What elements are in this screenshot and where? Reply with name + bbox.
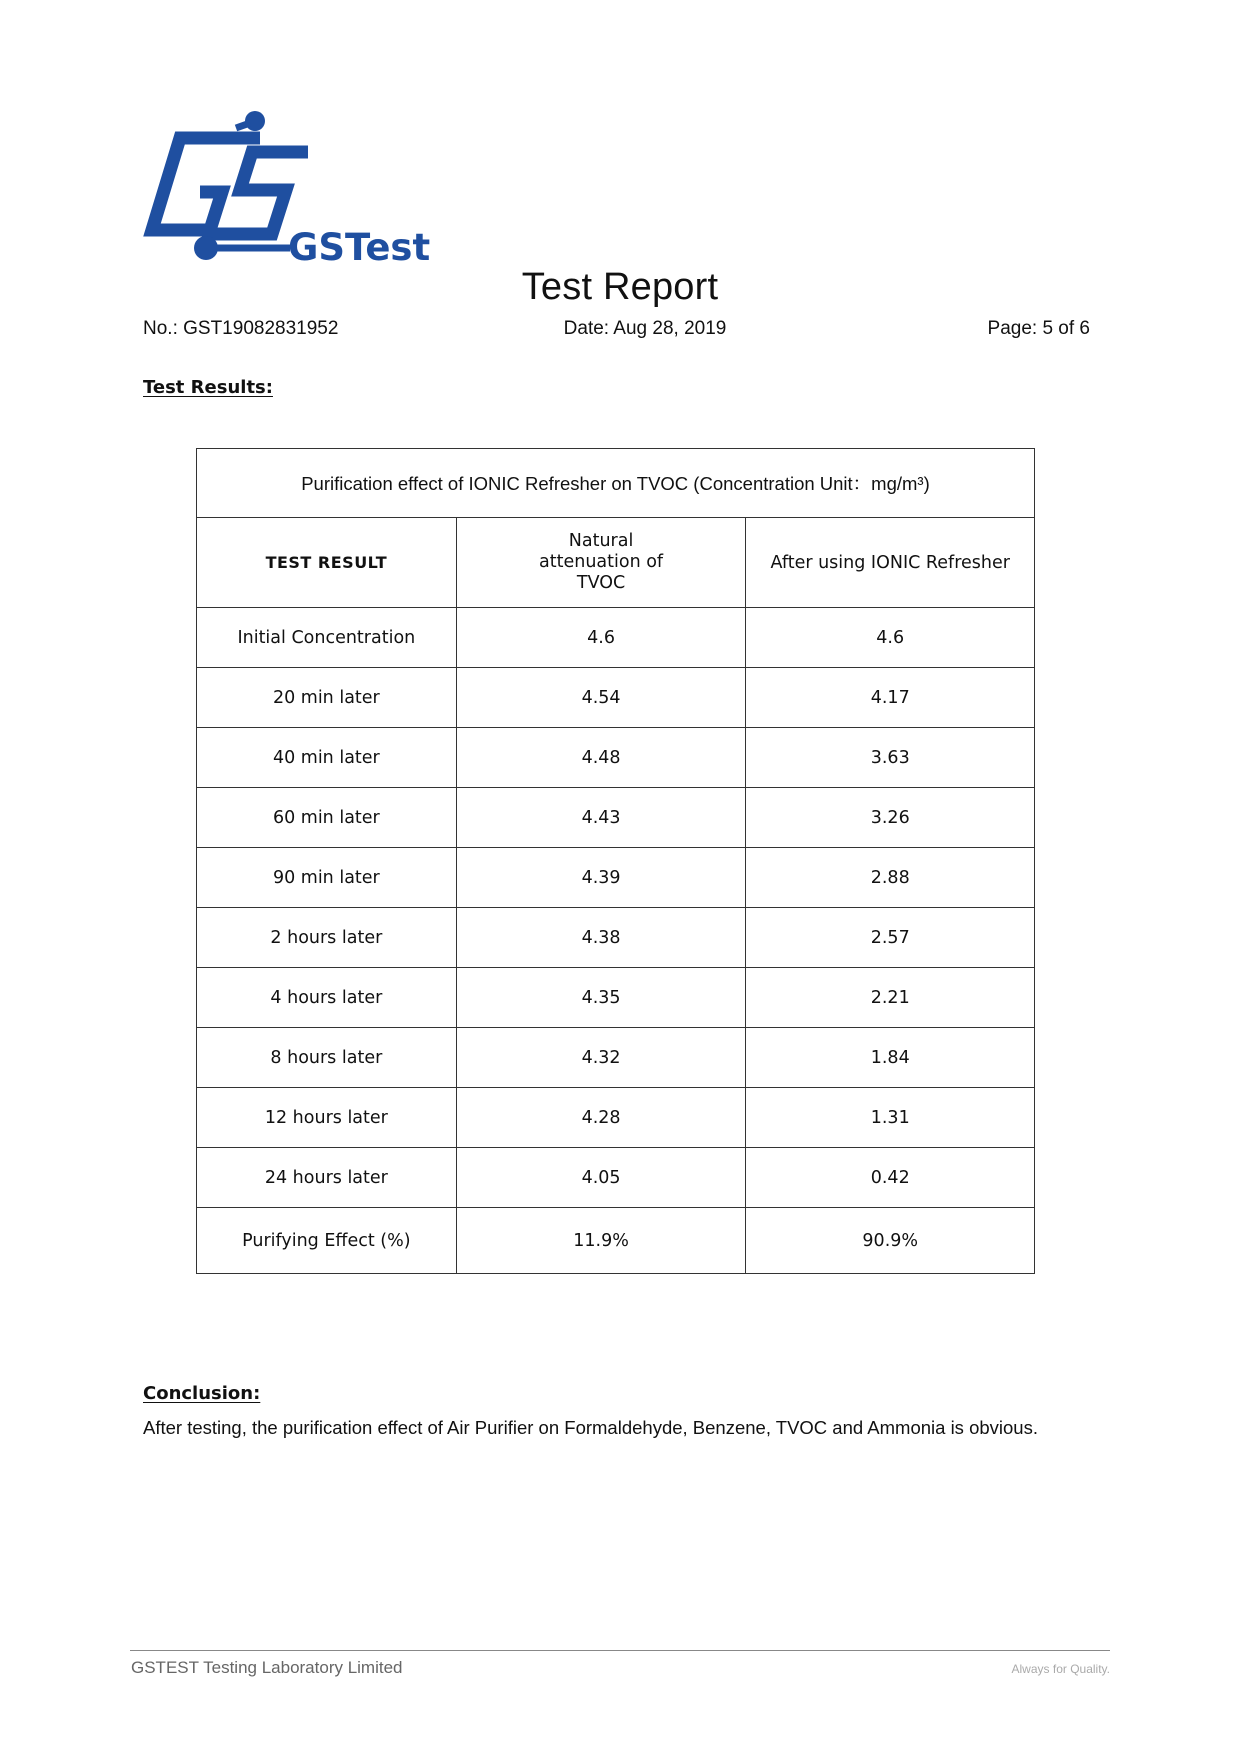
natural-value: 4.39 [456, 848, 746, 908]
after-value: 2.21 [746, 968, 1035, 1028]
table-row [197, 788, 1035, 848]
row-label: 8 hours later [197, 1028, 457, 1088]
natural-value: 4.05 [456, 1148, 746, 1208]
table-row [197, 1148, 1035, 1208]
row-label: 60 min later [197, 788, 457, 848]
row-label: 4 hours later [197, 968, 457, 1028]
after-value: 4.6 [746, 608, 1035, 668]
report-number: No.: GST19082831952 [143, 318, 339, 339]
row-label: 20 min later [197, 668, 457, 728]
after-value: 0.42 [746, 1148, 1035, 1208]
after-value: 4.17 [746, 668, 1035, 728]
after-value: 1.31 [746, 1088, 1035, 1148]
header-after-refresher: After using IONIC Refresher [746, 518, 1035, 608]
after-value: 2.88 [746, 848, 1035, 908]
footer-divider [130, 1650, 1110, 1651]
gstest-logo [140, 108, 430, 273]
conclusion-text: After testing, the purification effect of Air Purifier on Formaldehyde, Benzene, TVOC and Ammonia is obvious. [143, 1417, 1038, 1438]
conclusion-label: Conclusion: [143, 1383, 261, 1404]
row-label: Initial Concentration [197, 608, 457, 668]
natural-value: 4.48 [456, 728, 746, 788]
table-row [197, 1208, 1035, 1274]
after-value: 3.63 [746, 728, 1035, 788]
document-title: Test Report [521, 266, 719, 308]
row-label: Purifying Effect (%) [197, 1208, 457, 1274]
table-row [197, 1088, 1035, 1148]
natural-value: 4.6 [456, 608, 746, 668]
after-value: 2.57 [746, 908, 1035, 968]
table-row [197, 968, 1035, 1028]
table-row [197, 608, 1035, 668]
gstest-logo-icon [140, 108, 430, 273]
after-value: 3.26 [746, 788, 1035, 848]
natural-value: 4.38 [456, 908, 746, 968]
row-label: 40 min later [197, 728, 457, 788]
table-row [197, 1028, 1035, 1088]
natural-value: 4.54 [456, 668, 746, 728]
table-caption-row [197, 449, 1035, 518]
natural-value: 4.28 [456, 1088, 746, 1148]
results-table [196, 448, 1035, 1274]
table-row [197, 668, 1035, 728]
header-natural-attenuation-label: Natural attenuation of TVOC [539, 531, 664, 593]
table-header-row [197, 518, 1035, 608]
table-caption: Purification effect of IONIC Refresher on TVOC (Concentration Unit：mg/m³) [197, 449, 1035, 518]
header-test-result: TEST RESULT [197, 518, 457, 608]
natural-value: 4.43 [456, 788, 746, 848]
footer-tagline: Always for Quality. [1011, 1662, 1110, 1676]
after-value: 90.9% [746, 1208, 1035, 1274]
row-label: 12 hours later [197, 1088, 457, 1148]
table-row [197, 848, 1035, 908]
table-row [197, 728, 1035, 788]
after-value: 1.84 [746, 1028, 1035, 1088]
row-label: 24 hours later [197, 1148, 457, 1208]
natural-value: 11.9% [456, 1208, 746, 1274]
logo-wordmark: GSTest [288, 226, 430, 269]
natural-value: 4.32 [456, 1028, 746, 1088]
header-natural-attenuation [456, 518, 746, 608]
page-indicator: Page: 5 of 6 [987, 318, 1090, 339]
table-row [197, 908, 1035, 968]
row-label: 90 min later [197, 848, 457, 908]
test-results-label: Test Results: [143, 377, 273, 398]
row-label: 2 hours later [197, 908, 457, 968]
report-date: Date: Aug 28, 2019 [563, 318, 727, 339]
footer-company: GSTEST Testing Laboratory Limited [131, 1658, 403, 1677]
natural-value: 4.35 [456, 968, 746, 1028]
